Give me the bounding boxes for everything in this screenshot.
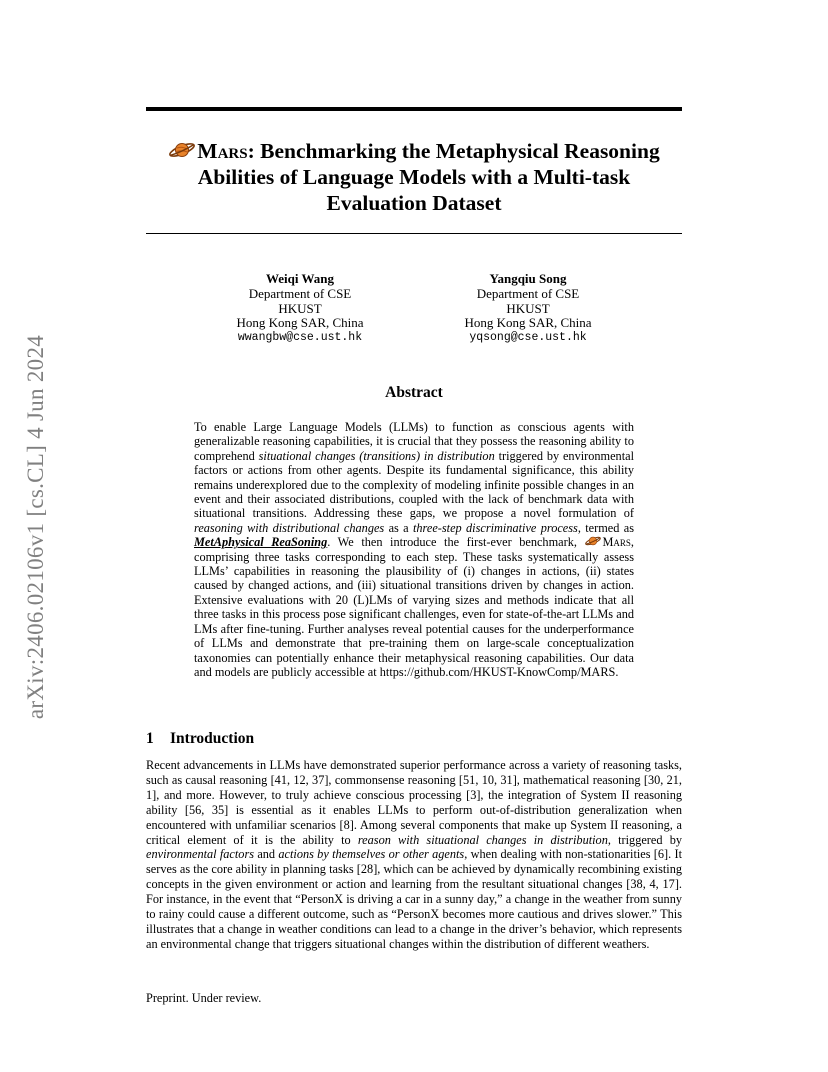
intro-emphasis: environmental factors	[146, 847, 255, 862]
intro-paragraph	[146, 758, 682, 952]
author-email[interactable]: wwangbw@cse.ust.hk	[237, 331, 363, 345]
title-text: : Benchmarking the Metaphysical Reasoning Abilities of Language Models with a Multi-task Evaluation Dataset	[197, 139, 660, 215]
planet-icon	[584, 535, 602, 547]
author-block	[190, 272, 410, 346]
intro-emphasis: actions by themselves or other agents	[278, 847, 465, 862]
benchmark-name: Mars	[602, 535, 631, 550]
intro-text: and	[254, 847, 279, 862]
abstract-heading: Abstract	[385, 384, 443, 401]
author-location: Hong Kong SAR, China	[464, 315, 592, 331]
planet-icon	[168, 140, 196, 160]
abstract-text: , comprising three tasks corresponding to each step. These tasks systematically assess LLMs’ capabilities in reasoning the plausibility of (i) changes in actions, (ii) states caused by changed actions, and (iii) situational transitions driven by changes in action. Extensive evaluations with 20 (L)LMs of varying sizes and methods indicate that all three tasks in this process pose significant challenges, even for state-of-the-art LLMs and LMs after fine-tuning. Further analyses reveal potential causes for the underperformance of LLMs and demonstrate that pre-training them on large-scale conceptualization taxonomies can potentially enhance their metaphysical reasoning capabilities. Our data and models are publicly accessible at https://github.com/HKUST-KnowComp/MARS.	[194, 535, 634, 679]
author-name: Yangqiu Song	[489, 271, 567, 286]
author-institution: HKUST	[278, 300, 322, 316]
title-rule-top	[146, 107, 682, 111]
author-location: Hong Kong SAR, China	[236, 315, 364, 331]
abstract-text: triggered by environmental factors or actions from other agents. Despite its fundamental significance, this ability remains underexplored due to the complexity of modeling infinite possible changes in an event and their associated distributions, coupled with the lack of benchmark data with situational transitions. Addressing these gaps, we propose a novel formulation of	[194, 448, 635, 521]
title-rule-bottom	[146, 233, 682, 234]
author-department: Department of CSE	[248, 285, 352, 301]
mars-expansion: MetAphysical ReaSoning	[194, 535, 328, 550]
title-mars: Mars	[197, 139, 248, 163]
arxiv-stamp-text: arXiv:2406.02106v1 [cs.CL] 4 Jun 2024	[23, 334, 48, 719]
abstract-emphasis: three-step discriminative process	[412, 520, 578, 535]
abstract-emphasis: situational changes (transitions) in distribution	[258, 448, 495, 463]
footer-note: Preprint. Under review.	[146, 991, 262, 1005]
intro-text: , triggered by	[607, 832, 682, 847]
section-title: Introduction	[170, 730, 255, 747]
abstract-text: . We then introduce the first-ever benchmark,	[327, 535, 585, 550]
author-email[interactable]: yqsong@cse.ust.hk	[469, 331, 587, 345]
section-number: 1	[146, 730, 154, 747]
author-block	[418, 272, 638, 346]
arxiv-stamp	[21, 299, 51, 754]
intro-text: , when dealing with non-stationarities [6]. It serves as the core ability in planning tasks [28], which can be achieved by dynamically recombining existing concepts in the given environment or action and learning from the resultant situational changes [38, 4, 17]. For instance, in the event that “PersonX is driving a car in a sunny day,” a change in the weather from sunny to rainy could cause a different outcome, such as “PersonX becomes more cautious and drives slower.” This illustrates that a change in weather conditions can lead to a change in the driver’s behavior, which represents an environmental change that triggers situational changes within the distribution of different weathers.	[146, 847, 683, 951]
abstract-emphasis: reasoning with distributional changes	[194, 520, 385, 535]
author-name: Weiqi Wang	[265, 271, 335, 286]
paper-title	[146, 138, 682, 216]
author-department: Department of CSE	[476, 285, 580, 301]
abstract-text: To enable Large Language Models (LLMs) to function as conscious agents with generalizable reasoning capabilities, it is crucial that they possess the reasoning ability to comprehend	[194, 420, 634, 463]
abstract-body	[194, 420, 634, 679]
intro-emphasis: reason with situational changes in distribution	[357, 832, 608, 847]
section-heading	[146, 730, 254, 748]
author-institution: HKUST	[506, 300, 550, 316]
abstract-text: , termed as	[577, 520, 634, 535]
abstract-text: as a	[384, 520, 413, 535]
intro-text: Recent advancements in LLMs have demonstrated superior performance across a variety of reasoning tasks, such as causal reasoning [41, 12, 37], commonsense reasoning [51, 10, 31], mathematical reasoning [30, 21, 1], and more. However, to truly achieve conscious processing [3], the integration of System II reasoning ability [56, 35] is essential as it enables LLMs to perform out-of-distribution generalization when encountered with unfamiliar scenarios [8]. Among several components that make up System II reasoning, a critical element of it is the ability to	[146, 758, 682, 847]
